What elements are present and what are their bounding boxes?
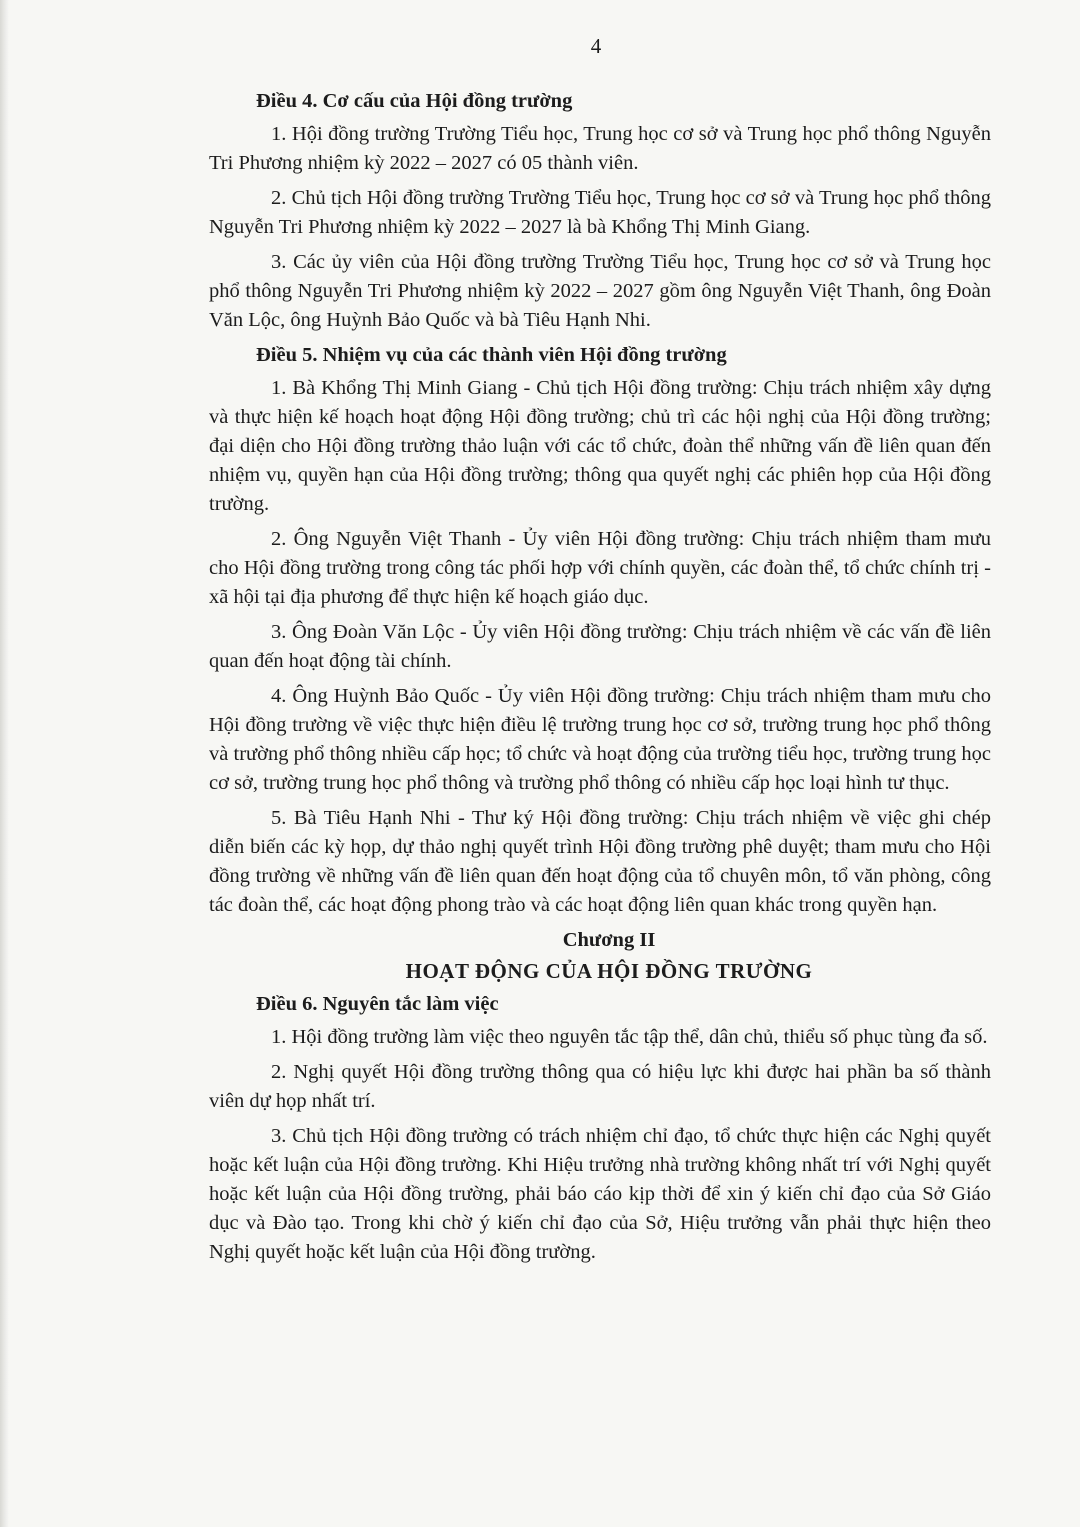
article-4-clause-1: 1. Hội đồng trường Trường Tiểu học, Trung học cơ sở và Trung học phổ thông Nguyễn Tri Phương nhiệm kỳ 2022 – 2027 có 05 thành viên. <box>209 123 991 174</box>
article-5-clause-2: 2. Ông Nguyễn Việt Thanh - Ủy viên Hội đồng trường: Chịu trách nhiệm tham mưu cho Hội đồng trường trong công tác phối hợp với chính quyền, các đoàn thể, tổ chức chính trị - xã hội tại địa phương để thực hiện kế hoạch giáo dục. <box>209 528 991 608</box>
article-4-clause-3: 3. Các ủy viên của Hội đồng trường Trường Tiểu học, Trung học cơ sở và Trung học phổ thông Nguyễn Tri Phương nhiệm kỳ 2022 – 2027 gồm ông Nguyễn Việt Thanh, ông Đoàn Văn Lộc, ông Huỳnh Bảo Quốc và bà Tiêu Hạnh Nhi. <box>209 251 991 331</box>
article-4-title: Điều 4. Cơ cấu của Hội đồng trường <box>256 90 573 112</box>
article-5-clause-4: 4. Ông Huỳnh Bảo Quốc - Ủy viên Hội đồng trường: Chịu trách nhiệm tham mưu cho Hội đồng trường về việc thực hiện điều lệ trường trung học cơ sở, trường trung học phổ thông và trường phổ thông nhiều cấp học; tổ chức và hoạt động của trường tiểu học, trường trung học cơ sở, trường trung học phổ thông và trường phổ thông có nhiều cấp học loại hình tư thục. <box>209 685 991 794</box>
article-5-clause-3: 3. Ông Đoàn Văn Lộc - Ủy viên Hội đồng trường: Chịu trách nhiệm về các vấn đề liên quan đến hoạt động tài chính. <box>209 621 991 672</box>
article-6-clause-3: 3. Chủ tịch Hội đồng trường có trách nhiệm chỉ đạo, tổ chức thực hiện các Nghị quyết hoặc kết luận của Hội đồng trường. Khi Hiệu trưởng nhà trường không nhất trí với Nghị quyết hoặc kết luận của Hội đồng trường, phải báo cáo kịp thời để xin ý kiến chỉ đạo của Sở Giáo dục và Đào tạo. Trong khi chờ ý kiến chỉ đạo của Sở, Hiệu trưởng vẫn phải thực hiện theo Nghị quyết hoặc kết luận của Hội đồng trường. <box>209 1125 991 1263</box>
article-5-clause-5: 5. Bà Tiêu Hạnh Nhi - Thư ký Hội đồng trường: Chịu trách nhiệm về việc ghi chép diễn biến các kỳ họp, dự thảo nghị quyết trình Hội đồng trường phê duyệt; tham mưu cho Hội đồng trường về những vấn đề liên quan đến hoạt động của tổ chuyên môn, tổ văn phòng, công tác đoàn thể, các hoạt động phong trào và các hoạt động liên quan khác trong quyền hạn. <box>209 807 991 916</box>
article-6-title: Điều 6. Nguyên tắc làm việc <box>256 993 499 1015</box>
article-5-clause-1: 1. Bà Khổng Thị Minh Giang - Chủ tịch Hội đồng trường: Chịu trách nhiệm xây dựng và thực hiện kế hoạch hoạt động Hội đồng trường; chủ trì các hội nghị của Hội đồng trường; đại diện cho Hội đồng trường thảo luận với các tổ chức, đoàn thể những vấn đề liên quan đến nhiệm vụ, quyền hạn của Hội đồng trường; thông qua quyết nghị các phiên họp của Hội đồng trường. <box>209 377 991 515</box>
article-4-clause-2: 2. Chủ tịch Hội đồng trường Trường Tiểu học, Trung học cơ sở và Trung học phổ thông Nguyễn Tri Phương nhiệm kỳ 2022 – 2027 là bà Khổng Thị Minh Giang. <box>209 187 991 238</box>
document-body <box>209 87 991 1273</box>
chapter-title: HOẠT ĐỘNG CỦA HỘI ĐỒNG TRƯỜNG <box>405 959 813 983</box>
chapter-number: Chương II <box>562 929 656 951</box>
scan-edge <box>0 0 9 1527</box>
article-6-clause-2: 2. Nghị quyết Hội đồng trường thông qua có hiệu lực khi được hai phần ba số thành viên dự họp nhất trí. <box>209 1061 991 1112</box>
page-number: 4 <box>590 34 602 58</box>
article-6-clause-1: 1. Hội đồng trường làm việc theo nguyên tắc tập thể, dân chủ, thiểu số phục tùng đa số. <box>271 1026 988 1048</box>
article-5-title: Điều 5. Nhiệm vụ của các thành viên Hội đồng trường <box>256 344 727 366</box>
